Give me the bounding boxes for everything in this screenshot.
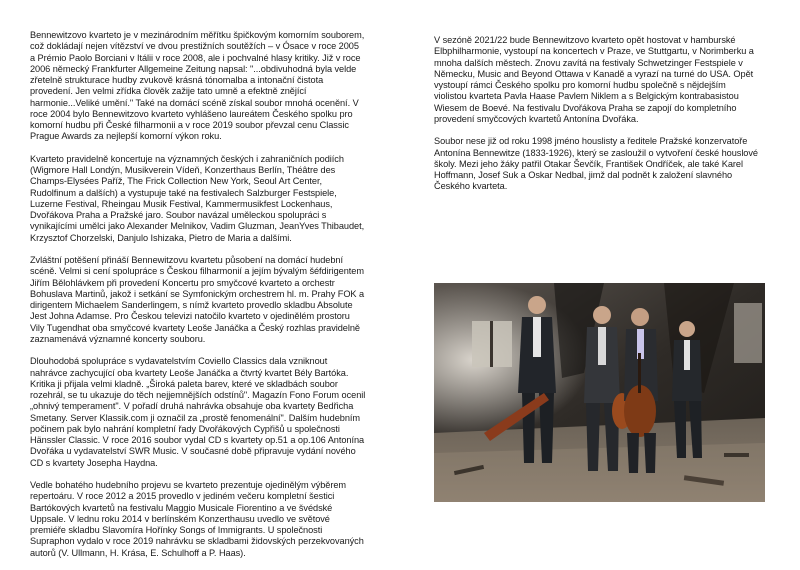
- text-line: zřetelně strukturace hudby zvukově krásná tónomalba a intonační čistota: [30, 75, 324, 85]
- text-line: Hoffmann, Josef Suk a Oskar Nedbal, jimž dal podnět k založení slavného: [434, 170, 733, 180]
- text-line: Bennewitzovo kvarteto je v mezinárodním měřítku špičkovým komorním souborem,: [30, 30, 365, 40]
- left-paragraph-4: [30, 356, 382, 469]
- right-page: [400, 0, 800, 565]
- text-line: Luzerne Festival, Rheingau Musik Festival, Kammermusikfest Lockenhaus,: [30, 198, 333, 209]
- text-line: mnoha dalších městech. Znovu zavítá na festivaly Schwetzinger Festspiele v: [434, 57, 743, 68]
- text-line: vynikajícími umělci jako Alexander Melnikov, Vadim Gluzman, JeanYves Thibaudet,: [30, 221, 365, 232]
- quartet-photo: [434, 283, 765, 502]
- text-line: Hänssler Classic. V roce 2016 soubor vydal CD s kvartety op.51 a op.106 Antonína: [30, 435, 365, 445]
- text-line: provedení. Jen velmi zřídka člověk zažije tato umně a efektně znějící: [30, 86, 307, 97]
- text-line: CD s kvartety Josepha Haydna.: [30, 457, 158, 468]
- text-line: scéně. Velmi si cení spolupráce s Českou filharmonií a jejím bývalým šéfdirigentem: [30, 266, 364, 277]
- text-line: (Wigmore Hall Londýn, Musikverein Vídeň, Konzerthaus Berlín, Théâtre des: [30, 165, 336, 175]
- text-line: což dokládají nejen vítězství ve dvou prestižních soutěžích – v Ósace v roce 2005: [30, 41, 359, 52]
- text-line: Smetany. Server Klassik.com ji označil za „prostě fenomenální". Dalším hudebním: [30, 412, 361, 423]
- quartet-photo-illustration: [434, 283, 765, 502]
- text-line: Dlouhodobá spolupráce s vydavatelstvím Coviello Classics dala vzniknout: [30, 356, 328, 367]
- left-text-column: [30, 30, 382, 570]
- text-line: Dvořáka u vydavatelství SWR Music. V současné době připravuje vydání nového: [30, 446, 356, 457]
- text-line: Bohuslava Martinů, jakož i setkání se Symfonickým orchestrem hl. m. Prahy FOK a: [30, 288, 365, 299]
- text-line: Elbphilharmonie, vystoupí na koncertech v Praze, ve Stuttgartu, v Norimberku a: [434, 46, 754, 57]
- text-line: Soubor nese již od roku 1998 jméno houslisty a ředitele Pražské konzervatoře: [434, 136, 748, 147]
- text-line: Antonína Bennewitze (1833-1926), který se zasloužil o vytvoření české houslové: [434, 147, 758, 158]
- text-line: Champs-Elysées Paříž, The Frick Collection New York, Seoul Art Center,: [30, 176, 322, 187]
- text-line: a Prémio Paolo Borciani v Itálii v roce 2008, ale i pochvalné hlasy kritiky. Již v roce: [30, 52, 361, 63]
- text-line: provedení smyčcových kvartetů Antonína Dvořáka.: [434, 113, 639, 124]
- text-line: Kritika ji přijala velmi kladně. „Široká paleta barev, které ve skladbách soubor: [30, 378, 338, 389]
- text-line: V sezóně 2021/22 bude Bennewitzovo kvarteto opět hostovat v hamburské: [434, 35, 736, 45]
- text-line: počinem pak bylo nahrání kompletní řady Dvořákových Cypřišů u společnosti: [30, 423, 340, 434]
- text-line: Kvarteto pravidelně koncertuje na významných českých i zahraničních podiích: [30, 153, 344, 164]
- text-line: Zvláštní potěšení přináší Bennewitzovu kvartetu působení na domácí hudební: [30, 255, 343, 265]
- text-line: Dvořákova Praha a Pražské jaro. Soubor navázal uměleckou spolupráci s: [30, 210, 327, 220]
- text-line: „ohnivý temperament". V pořadí druhá nahrávka obsahuje oba kvartety Bedřicha: [30, 401, 354, 412]
- text-line: Bartókových kvartetů na festivalu Maggio Musicale Fiorentino a ve švédské: [30, 502, 333, 513]
- text-line: rozehrál, se tu ukazuje do těch nejjemnějších odstínů". Magazín Fono Forum ocenil: [30, 390, 366, 400]
- text-line: Jiřím Bělohlávkem při provedení Koncertu pro smyčcové kvarteto a orchestr: [30, 277, 335, 288]
- text-line: 2006 německý Frankfurter Allgemeine Zeitung napsal: "...obdivuhodná byla velde: [30, 63, 357, 74]
- text-line: Jest Johna Adamse. Pro Českou televizi natočilo kvarteto v ojedinělém prostoru: [30, 311, 350, 322]
- text-line: repertoáru. V roce 2012 a 2015 provedlo v jediném večeru kompletní šestici: [30, 491, 335, 502]
- text-line: Prague Awards za nejlepší komorní výkon roku.: [30, 131, 222, 142]
- text-line: Vedle bohatého hudebního projevu se kvarteto prezentuje ojedinělým výběrem: [30, 480, 347, 490]
- text-line: Rudolfinum a dalších) a vystupuje také na festivalech Salzburger Festspiele,: [30, 187, 337, 198]
- right-text-column: [434, 35, 784, 204]
- text-line: dirigentem Michaelem Sanderlingem, s nímž kvarteto provedlo skladbu Absolute: [30, 300, 353, 310]
- left-paragraph-2: [30, 154, 382, 244]
- text-line: premiéře skladbu Slavomíra Hořínky Songs of Immigrants. U společnosti: [30, 525, 323, 535]
- right-paragraph-2: [434, 136, 784, 192]
- text-line: vystoupí rámci Českého spolku pro komorní hudbu společně s nějdejším: [434, 80, 726, 90]
- text-line: Wiesem de Boevé. Na festivalu Dvořákova Praha se zapojí do kompletního: [434, 102, 737, 113]
- right-paragraph-1: [434, 35, 784, 125]
- text-line: Krzysztof Chorzelski, Danjulo Ishizaka, Pietro de Maria a dalšími.: [30, 232, 292, 243]
- text-line: Německu, Music and Beyond Ottawa v Kanadě a vyrazí na turné do USA. Opět: [434, 68, 754, 79]
- text-line: školy. Mezi jeho žáky patřil Otakar Ševčík, František Ondříček, ale také Karel: [434, 158, 743, 169]
- left-page: [0, 0, 400, 565]
- left-paragraph-5: [30, 480, 382, 559]
- text-line: violistou kvarteta Pavla Haase Pavlem Niklem a s Belgickým kontrabasistou: [434, 91, 739, 102]
- left-paragraph-3: [30, 255, 382, 345]
- text-line: Vily Tugendhat oba smyčcové kvartety Leoše Janáčka a Český rozhlas pravidelně: [30, 322, 360, 333]
- text-line: komorní hudbu při České filharmonii a v roce 2019 soubor převzal cenu Classic: [30, 120, 349, 130]
- text-line: zaznamenává významné koncerty souboru.: [30, 333, 206, 344]
- text-line: Supraphon vydalo v roce 2019 nahrávku se skladbami židovských perzekvovaných: [30, 536, 364, 547]
- text-line: harmonie...Veliké umění." Také na domácí scéně získal soubor mnohá ocenění. V: [30, 97, 359, 108]
- text-line: Uppsale. V lednu roku 2014 v berlínském Konzerthausu uvedlo ve světové: [30, 513, 330, 524]
- text-line: nahrávce zachycující oba kvartety Leoše Janáčka a čtvrtý kvartet Bély Bartóka.: [30, 367, 349, 378]
- left-paragraph-1: [30, 30, 382, 143]
- text-line: autorů (V. Ullmann, H. Krása, E. Schulhoff a P. Haas).: [30, 547, 246, 558]
- text-line: Českého kvarteta.: [434, 181, 508, 192]
- text-line: roce 2004 bylo Bennewitzovo kvarteto vyhlášeno laureátem Českého spolku pro: [30, 108, 353, 119]
